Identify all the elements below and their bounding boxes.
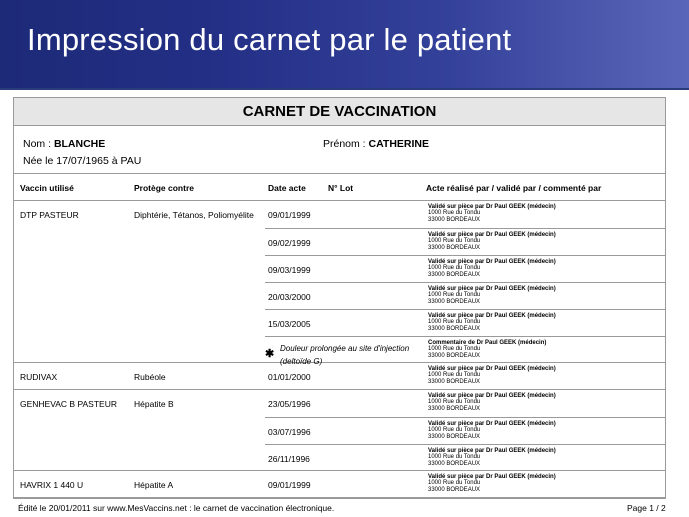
validation-line: Validé sur pièce par Dr Paul GEEK (médecin) bbox=[428, 313, 556, 319]
col-acte: Acte réalisé par / validé par / commenté par bbox=[426, 183, 602, 193]
entry-validation bbox=[428, 393, 556, 412]
entry-validation bbox=[428, 259, 556, 278]
vaccine-row bbox=[14, 201, 665, 366]
vaccine-row bbox=[14, 390, 665, 471]
vaccination-entry bbox=[265, 255, 665, 282]
validation-address: 1000 Rue du Tondu bbox=[428, 454, 481, 461]
entry-date: 01/01/2000 bbox=[268, 372, 311, 382]
vaccine-table bbox=[14, 201, 665, 498]
footer-page: Page 1 / 2 bbox=[627, 503, 666, 513]
vaccination-entry bbox=[265, 417, 665, 444]
validation-address: 1000 Rue du Tondu bbox=[428, 372, 481, 379]
nom-value: BLANCHE bbox=[53, 138, 106, 150]
entry-date: 20/03/2000 bbox=[268, 292, 311, 302]
validation-city: 33000 BORDEAUX bbox=[428, 216, 481, 223]
title-banner bbox=[0, 0, 689, 90]
entry-validation bbox=[428, 204, 556, 223]
validation-line: Validé sur pièce par Dr Paul GEEK (médecin) bbox=[428, 366, 556, 372]
patient-info bbox=[14, 126, 665, 174]
entry-date: 23/05/1996 bbox=[268, 399, 311, 409]
validation-address: 1000 Rue du Tondu bbox=[428, 427, 481, 434]
banner-title: Impression du carnet par le patient bbox=[27, 22, 512, 57]
col-vaccin: Vaccin utilisé bbox=[20, 183, 74, 193]
validation-line: Validé sur pièce par Dr Paul GEEK (médecin) bbox=[428, 232, 556, 238]
entry-validation bbox=[428, 313, 556, 332]
comment-author-city: 33000 BORDEAUX bbox=[428, 352, 481, 359]
table-header bbox=[14, 174, 665, 201]
vaccine-protects: Hépatite B bbox=[134, 399, 174, 409]
vaccination-entry bbox=[265, 201, 665, 228]
vaccine-row bbox=[14, 471, 665, 498]
entry-date: 15/03/2005 bbox=[268, 319, 311, 329]
vaccination-record bbox=[13, 97, 666, 499]
comment-author bbox=[428, 340, 546, 359]
comment-author-line: Commentaire de Dr Paul GEEK (médecin) bbox=[428, 340, 547, 346]
validation-city: 33000 BORDEAUX bbox=[428, 378, 481, 385]
vaccination-entry bbox=[265, 282, 665, 309]
patient-birth: Née le 17/07/1965 à PAU bbox=[23, 155, 142, 167]
validation-city: 33000 BORDEAUX bbox=[428, 405, 481, 412]
validation-line: Validé sur pièce par Dr Paul GEEK (médecin) bbox=[428, 448, 556, 454]
patient-name bbox=[23, 138, 105, 150]
vaccination-entry bbox=[265, 363, 665, 390]
validation-city: 33000 BORDEAUX bbox=[428, 271, 481, 278]
entry-validation bbox=[428, 448, 556, 467]
validation-address: 1000 Rue du Tondu bbox=[428, 399, 481, 406]
entry-validation bbox=[428, 474, 556, 493]
validation-address: 1000 Rue du Tondu bbox=[428, 238, 481, 245]
vaccine-protects: Diphtérie, Tétanos, Poliomyélite bbox=[134, 210, 254, 220]
validation-city: 33000 BORDEAUX bbox=[428, 244, 481, 251]
comment-line-2: (deltoïde G) bbox=[280, 357, 323, 366]
validation-address: 1000 Rue du Tondu bbox=[428, 480, 481, 487]
entry-date: 09/02/1999 bbox=[268, 238, 311, 248]
vaccination-entry bbox=[265, 444, 665, 471]
nom-label: Nom : bbox=[23, 138, 52, 150]
validation-address: 1000 Rue du Tondu bbox=[428, 265, 481, 272]
vaccine-protects: Hépatite A bbox=[134, 480, 174, 490]
validation-city: 33000 BORDEAUX bbox=[428, 433, 481, 440]
comment-line: Douleur prolongée au site d'injection bbox=[280, 344, 410, 353]
vaccine-name: RUDIVAX bbox=[20, 372, 58, 382]
validation-address: 1000 Rue du Tondu bbox=[428, 210, 481, 217]
vaccine-row bbox=[14, 363, 665, 390]
validation-line: Validé sur pièce par Dr Paul GEEK (médecin) bbox=[428, 286, 556, 292]
vaccination-entry bbox=[265, 228, 665, 255]
entry-date: 09/03/1999 bbox=[268, 265, 311, 275]
prenom-value: CATHERINE bbox=[368, 138, 430, 150]
validation-line: Validé sur pièce par Dr Paul GEEK (médecin) bbox=[428, 393, 556, 399]
validation-line: Validé sur pièce par Dr Paul GEEK (médecin) bbox=[428, 474, 556, 480]
validation-address: 1000 Rue du Tondu bbox=[428, 319, 481, 326]
patient-firstname bbox=[323, 138, 429, 150]
col-protege: Protège contre bbox=[134, 183, 194, 193]
entry-date: 03/07/1996 bbox=[268, 427, 311, 437]
validation-city: 33000 BORDEAUX bbox=[428, 325, 481, 332]
vaccination-entry bbox=[265, 309, 665, 336]
validation-address: 1000 Rue du Tondu bbox=[428, 292, 481, 299]
entry-validation bbox=[428, 286, 556, 305]
vaccine-name: GENHEVAC B PASTEUR bbox=[20, 399, 117, 409]
validation-line: Validé sur pièce par Dr Paul GEEK (médecin) bbox=[428, 204, 556, 210]
validation-line: Validé sur pièce par Dr Paul GEEK (médecin) bbox=[428, 259, 556, 265]
comment-author-address: 1000 Rue du Tondu bbox=[428, 346, 481, 353]
col-lot: N° Lot bbox=[328, 183, 354, 193]
validation-city: 33000 BORDEAUX bbox=[428, 298, 481, 305]
vaccine-name: HAVRIX 1 440 U bbox=[20, 480, 84, 490]
entry-date: 09/01/1999 bbox=[268, 480, 311, 490]
asterisk-icon: ✱ bbox=[265, 348, 275, 360]
entry-validation bbox=[428, 366, 556, 385]
prenom-label: Prénom : bbox=[323, 138, 366, 150]
validation-line: Validé sur pièce par Dr Paul GEEK (médecin) bbox=[428, 421, 556, 427]
vaccine-name: DTP PASTEUR bbox=[20, 210, 79, 220]
comment-entry bbox=[265, 336, 665, 366]
vaccination-entry bbox=[265, 390, 665, 417]
footer-edition: Édité le 20/01/2011 sur www.MesVaccins.net : le carnet de vaccination électronique. bbox=[18, 503, 335, 513]
col-date: Date acte bbox=[268, 183, 306, 193]
validation-city: 33000 BORDEAUX bbox=[428, 460, 481, 467]
vaccine-protects: Rubéole bbox=[134, 372, 166, 382]
record-title: CARNET DE VACCINATION bbox=[14, 98, 665, 126]
entry-validation bbox=[428, 421, 556, 440]
entry-validation bbox=[428, 232, 556, 251]
validation-city: 33000 BORDEAUX bbox=[428, 486, 481, 493]
entry-date: 09/01/1999 bbox=[268, 210, 311, 220]
entry-date: 26/11/1996 bbox=[268, 454, 310, 464]
vaccination-entry bbox=[265, 471, 665, 498]
